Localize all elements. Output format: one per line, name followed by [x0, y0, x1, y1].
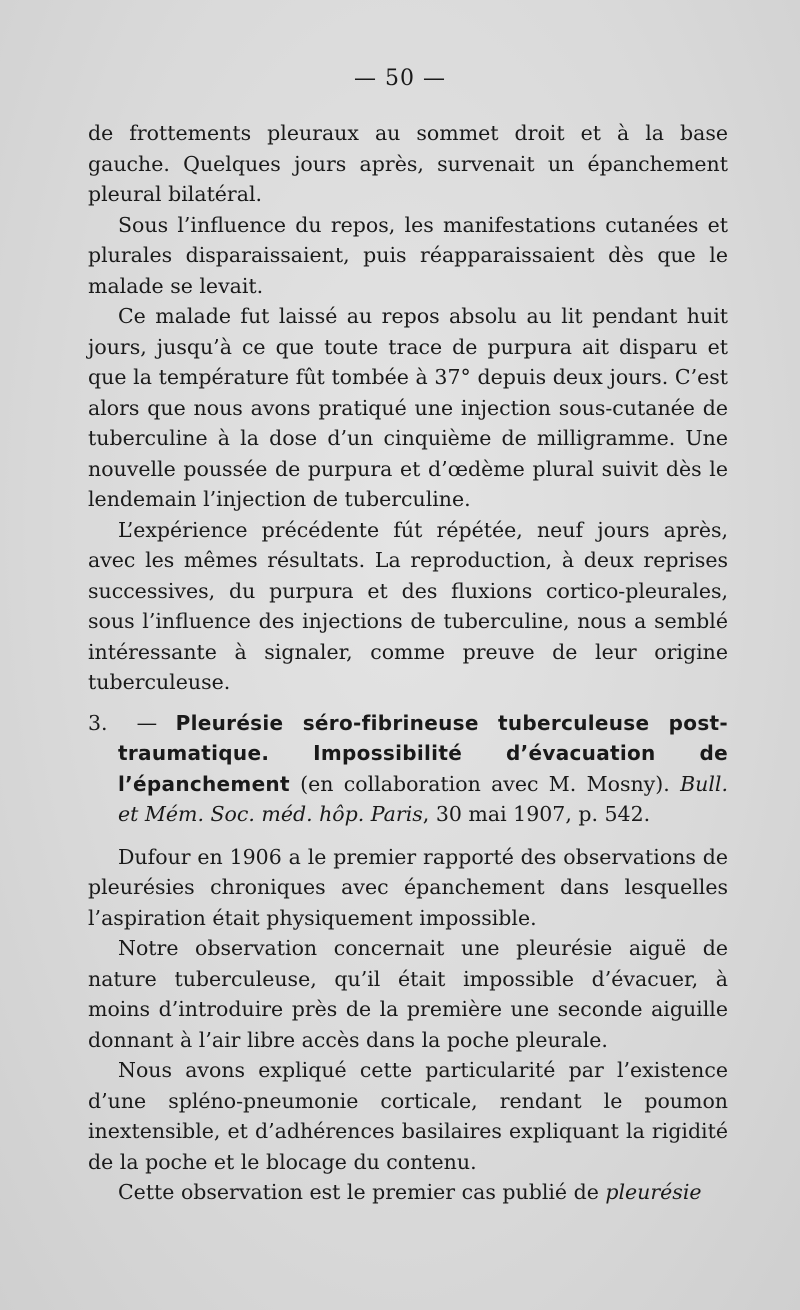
paragraph-repos: Sous l’influence du repos, les manifestations cutanées et plurales disparaissaient, puis réapparaissaient dès que le malade se levait. — [88, 212, 728, 298]
paragraph-observation: Notre observation concernait une pleurésie aiguë de nature tuberculeuse, qu’il était impossible d’évacuer, à moins d’introduire près de la première une seconde aiguille donnant à l’air libre accès dans la poche pleurale. — [88, 936, 728, 1052]
entry-title: Pleurésie séro-fibrineuse tuberculeuse post-traumatique. Impossibilité d’évacuation de l’épanchement — [118, 710, 728, 796]
paragraph-dufour: Dufour en 1906 a le premier rapporté des observations de pleurésies chroniques avec épanchement dans lesquelles l’aspiration était physiquement impossible. — [88, 844, 728, 930]
bibliography-entry-3 — [88, 708, 728, 830]
paragraph-premier-cas-lead: Cette observation est le premier cas publié de — [118, 1180, 606, 1204]
paragraph-continuation: de frottements pleuraux au sommet droit et à la base gauche. Quelques jours après, survenait un épanchement pleural bilatéral. — [88, 121, 728, 206]
body-text — [88, 118, 728, 1208]
page-number: — 50 — — [354, 66, 446, 91]
paragraph-premier-cas — [88, 1177, 728, 1208]
paragraph-premier-cas-italic: pleurésie — [605, 1180, 702, 1204]
entry-journal: Bull. et Mém. Soc. méd. hôp. Paris — [118, 771, 728, 826]
entry-number: 3. — [88, 710, 108, 735]
entry-collaboration: (en collaboration avec M. Mosny). — [289, 771, 681, 796]
paragraph-explication: Nous avons expliqué cette particularité par l’existence d’une spléno-pneumonie corticale, rendant le poumon inextensible, et d’adhérences basilaires expliquant la rigidité de la poche et le blocage du contenu. — [88, 1058, 728, 1174]
paragraph-tuberculine: Ce malade fut laissé au repos absolu au lit pendant huit jours, jusqu’à ce que toute trace de purpura ait disparu et que la température fût tombée à 37° depuis deux jours. C’est alors que nous avons pratiqué une injection sous-cutanée de tuberculine à la dose d’un cinquième de milligramme. Une nouvelle poussée de purpura et d’œdème plural suivit dès le lendemain l’injection de tuberculine. — [88, 304, 728, 511]
entry-citation: , 30 mai 1907, p. 542. — [422, 802, 651, 826]
entry-dash: — — [118, 710, 176, 735]
paragraph-experience: L’expérience précédente fút répétée, neuf jours après, avec les mêmes résultats. La reproduction, à deux reprises successives, du purpura et des fluxions cortico-pleurales, sous l’influence des injections de tuberculine, nous a semblé intéressante à signaler, comme preuve de leur origine tuberculeuse. — [88, 517, 728, 694]
